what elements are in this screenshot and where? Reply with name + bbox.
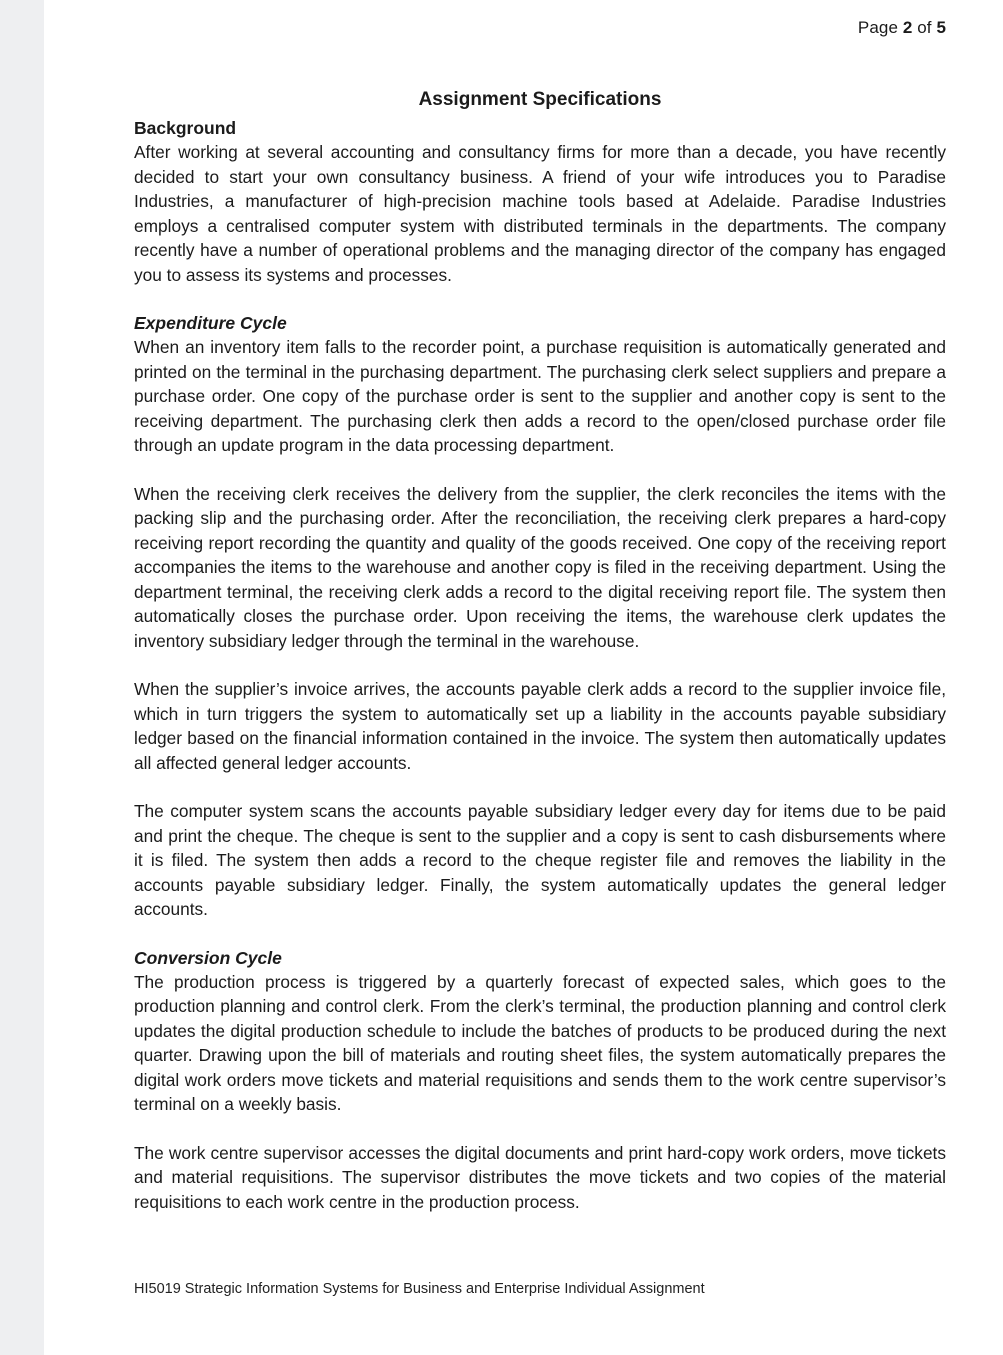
page-prefix: Page	[857, 18, 898, 37]
expenditure-paragraph-4: The computer system scans the accounts payable subsidiary ledger every day for items due to be paid and print the cheque. The cheque is sent to the supplier and a copy is sent to cash disbursements where it is filed. The system then adds a record to the cheque register file and removes the liability in the accounts payable subsidiary ledger. Finally, the system automatically updates the general ledger accounts.	[134, 801, 946, 919]
conversion-paragraph-1: The production process is triggered by a quarterly forecast of expected sales, which goes to the production planning and control clerk. From the clerk’s terminal, the production planning and control clerk updates the digital production schedule to include the batches of products to be produced during the next quarter. Drawing upon the bill of materials and routing sheet files, the system automatically prepares the digital work orders move tickets and material requisitions and sends them to the work centre supervisor’s terminal on a weekly basis.	[134, 971, 946, 1114]
expenditure-paragraph-3: When the supplier’s invoice arrives, the accounts payable clerk adds a record to the supplier invoice file, which in turn triggers the system to automatically set up a liability in the accounts payable subsidiary ledger based on the financial information contained in the invoice. The system then automatically updates all affected general ledger accounts.	[134, 679, 946, 773]
expenditure-cycle-heading: Expenditure Cycle	[134, 313, 287, 333]
expenditure-paragraph-2: When the receiving clerk receives the delivery from the supplier, the clerk reconciles the items with the packing slip and the purchasing order. After the reconciliation, the receiving clerk prepares a hard-copy receiving report recording the quantity and quality of the goods received. One copy of the receiving report accompanies the items to the warehouse and another copy is filed in the receiving department. Using the department terminal, the receiving clerk adds a record to the digital receiving report file. The system then automatically closes the purchase order. Upon receiving the items, the warehouse clerk updates the inventory subsidiary ledger through the terminal in the warehouse.	[134, 483, 946, 651]
document-page	[44, 0, 1003, 1355]
background-heading: Background	[134, 118, 237, 138]
page-total: 5	[936, 18, 946, 37]
conversion-paragraph-2: The work centre supervisor accesses the digital documents and print hard-copy work orders, move tickets and material requisitions. The supervisor distributes the move tickets and two copies of the material requisitions to each work centre in the production process.	[134, 1142, 946, 1212]
conversion-cycle-heading: Conversion Cycle	[134, 947, 282, 968]
document-title: Assignment Specifications	[418, 89, 662, 110]
viewer-left-margin	[0, 0, 44, 1355]
page-of: of	[917, 18, 932, 37]
page-footer: HI5019 Strategic Information Systems for Business and Enterprise Individual Assignment	[134, 1281, 705, 1297]
page-current: 2	[902, 18, 913, 37]
expenditure-paragraph-1: When an inventory item falls to the recorder point, a purchase requisition is automatically generated and printed on the terminal in the purchasing department. The purchasing clerk select suppliers and prepare a purchase order. One copy of the purchase order is sent to the supplier and another copy is sent to the receiving department. The purchasing clerk then adds a record to the open/closed purchase order file through an update program in the data processing department.	[134, 337, 946, 455]
document-body	[134, 88, 946, 1214]
page-number	[858, 18, 946, 38]
background-paragraph: After working at several accounting and consultancy firms for more than a decade, you have recently decided to start your own consultancy business. A friend of your wife introduces you to Paradise Industries, a manufacturer of high-precision machine tools based at Adelaide. Paradise Industries employs a centralised computer system with distributed terminals in the departments. The company recently have a number of operational problems and the managing director of the company has engaged you to assess its systems and processes.	[134, 142, 946, 285]
